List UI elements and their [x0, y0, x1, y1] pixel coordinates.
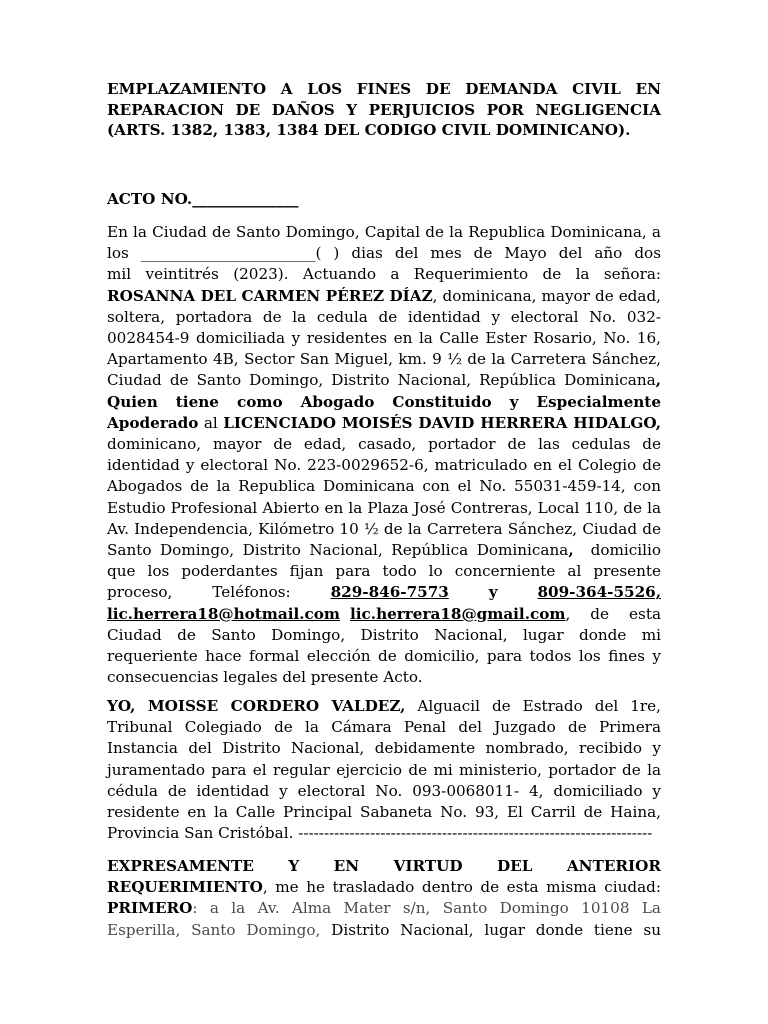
p1-line: Apoderado al LICENCIADO MOISÉS DAVID HERRERA HIDALGO, — [107, 413, 661, 432]
paragraph-requerimiento — [107, 222, 661, 688]
p1-line: Apartamento 4B, Sector San Miguel, km. 9 ½ de la Carretera Sánchez, — [107, 350, 661, 369]
p1-line: Ciudad de Santo Domingo, Distrito Nacional, lugar donde mi — [107, 625, 661, 644]
p1-line: Quien tiene como Abogado Constituido y Especialmente — [107, 392, 661, 411]
p1-line: los _______________________( ) dias del mes de Mayo del año dos — [107, 244, 661, 263]
email-link[interactable]: lic.herrera18@hotmail.com — [107, 604, 340, 623]
p1-line: Ciudad de Santo Domingo, Distrito Nacional, República Dominicana, — [107, 371, 661, 390]
p1-line: Abogados de la Republica Dominicana con el No. 55031-459-14, con — [107, 477, 661, 496]
title-line-3: (ARTS. 1382, 1383, 1384 DEL CODIGO CIVIL DOMINICANO). — [107, 121, 631, 139]
primero-label: PRIMERO — [107, 899, 193, 918]
p2-line: juramentado para el regular ejercicio de mi ministerio, portador de la — [107, 760, 661, 779]
p1-line-phones: proceso, Teléfonos: 829-846-7573 y 809-364-5526, — [107, 583, 662, 602]
p1-line: 0028454-9 domiciliada y residentes en la Calle Ester Rosario, No. 16, — [107, 329, 661, 348]
title-line-1: EMPLAZAMIENTO A LOS FINES DE DEMANDA CIVIL EN — [107, 80, 661, 98]
p1-line: Santo Domingo, Distrito Nacional, República Dominicana, domicilio — [107, 541, 661, 560]
p1-line: mil veintitrés (2023). Actuando a Requerimiento de la señora: — [107, 265, 661, 284]
abogado-name: LICENCIADO MOISÉS DAVID HERRERA HIDALGO, — [223, 413, 661, 432]
requeriente-name: ROSANNA DEL CARMEN PÉREZ DÍAZ — [107, 286, 433, 305]
paragraph-alguacil — [107, 696, 661, 844]
p3-line: PRIMERO: a la Av. Alma Mater s/n, Santo Domingo 10108 La — [107, 899, 661, 918]
p3-line: REQUERIMIENTO, me he trasladado dentro de esta misma ciudad: — [107, 878, 661, 897]
email-link[interactable]: lic.herrera18@gmail.com — [350, 604, 566, 623]
paragraph-traslado — [107, 856, 661, 941]
p1-line: Av. Independencia, Kilómetro 10 ½ de la Carretera Sánchez, Ciudad de — [107, 519, 661, 538]
document-title — [107, 79, 661, 141]
p1-line: consecuencias legales del presente Acto. — [107, 668, 423, 687]
acto-number — [107, 189, 661, 210]
p2-line: cédula de identidad y electoral No. 093-0068011- 4, domiciliado y — [107, 781, 661, 800]
p3-line: EXPRESAMENTE Y EN VIRTUD DEL ANTERIOR — [107, 857, 661, 875]
p2-line: Instancia del Distrito Nacional, debidamente nombrado, recibido y — [107, 739, 661, 758]
p2-line: Tribunal Colegiado de la Cámara Penal del Juzgado de Primera — [107, 718, 661, 737]
p1-line: requeriente hace formal elección de domicilio, para todos los fines y — [107, 647, 661, 666]
p1-line: soltera, portadora de la cedula de identidad y electoral No. 032- — [107, 307, 661, 326]
phone-link[interactable]: 829-846-7573 — [330, 583, 449, 602]
p1-line: dominicano, mayor de edad, casado, portador de las cedulas de — [107, 435, 661, 454]
phone-link[interactable]: 809-364-5526, — [537, 583, 662, 602]
p3-line: Esperilla, Santo Domingo, Distrito Nacional, lugar donde tiene su — [107, 920, 661, 939]
acto-number-text: ACTO NO.______________ — [107, 190, 299, 208]
p2-line: Provincia San Cristóbal. --------------------------------------------------------------------- — [107, 824, 653, 843]
p2-line: residente en la Calle Principal Sabaneta No. 93, El Carril de Haina, — [107, 803, 661, 822]
p1-line: En la Ciudad de Santo Domingo, Capital de la Republica Dominicana, a — [107, 223, 661, 241]
p1-line: Estudio Profesional Abierto en la Plaza José Contreras, Local 110, de la — [107, 498, 661, 517]
p2-line: YO, MOISSE CORDERO VALDEZ, Alguacil de Estrado del 1re, — [107, 697, 661, 715]
p1-line: que los poderdantes fijan para todo lo concerniente al presente — [107, 562, 661, 581]
p1-line: ROSANNA DEL CARMEN PÉREZ DÍAZ, dominicana, mayor de edad, — [107, 286, 662, 305]
p1-line-emails: lic.herrera18@hotmail.com lic.herrera18@gmail.com, de esta — [107, 604, 662, 623]
p1-line: identidad y electoral No. 223-0029652-6, matriculado en el Colegio de — [107, 456, 661, 475]
title-line-2: REPARACION DE DAÑOS Y PERJUICIOS POR NEGLIGENCIA — [107, 100, 661, 119]
alguacil-name: YO, MOISSE CORDERO VALDEZ, — [107, 697, 406, 715]
